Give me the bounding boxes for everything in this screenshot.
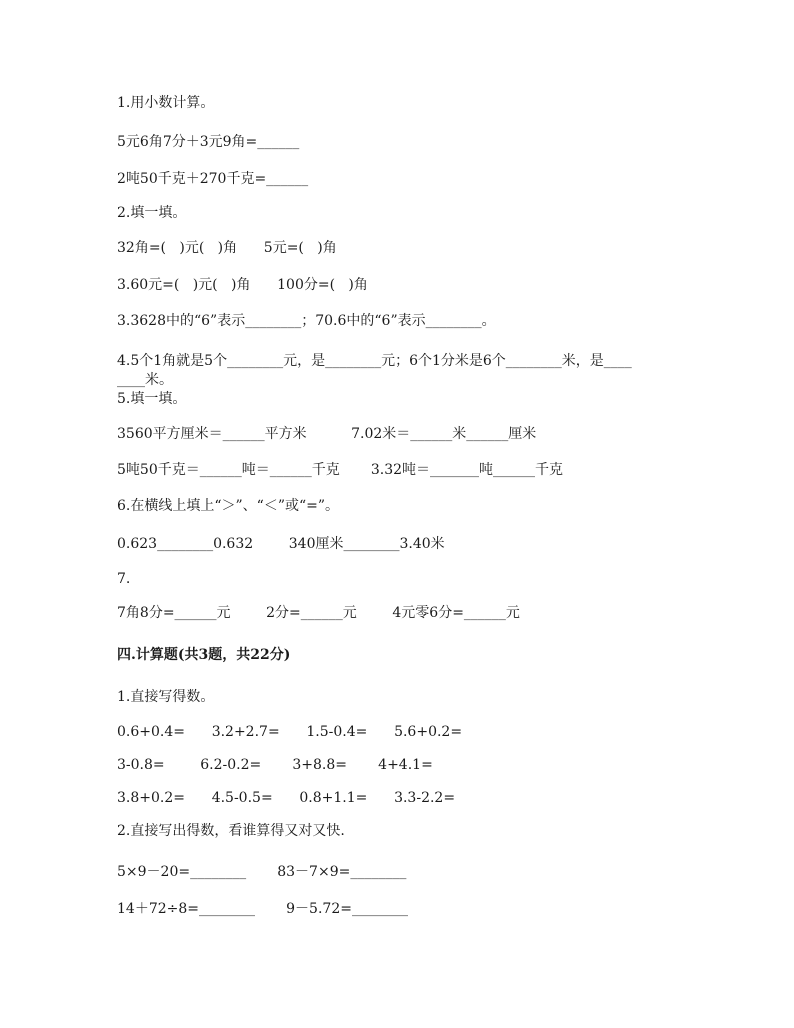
q7-title: 7. <box>117 571 131 587</box>
q5-title: 5.填一填。 <box>117 391 187 407</box>
calc1-row-3: 3.8+0.2= 4.5-0.5= 0.8+1.1= 3.3-2.2= <box>117 790 456 806</box>
q7-line: 7角8分=______元 2分=______元 4元零6分=______元 <box>117 605 520 621</box>
q4-line-1: 4.5个1角就是5个________元，是________元；6个1分米是6个________米，是____ <box>117 353 632 369</box>
q5-line-1: 3560平方厘米＝______平方米 7.02米＝______米______厘米 <box>117 426 537 442</box>
calc2-title: 2.直接写出得数，看谁算得又对又快. <box>117 823 345 839</box>
calc1-row-1: 0.6+0.4= 3.2+2.7= 1.5-0.4= 5.6+0.2= <box>117 724 463 740</box>
section-4-heading: 四.计算题(共3题，共22分) <box>117 647 291 663</box>
q6-line: 0.623________0.632 340厘米________3.40米 <box>117 536 445 552</box>
q2-line-1: 32角=( )元( )角 5元=( )角 <box>117 240 337 256</box>
q6-title: 6.在横线上填上“＞”、“＜”或“=”。 <box>117 498 340 514</box>
q2-title: 2.填一填。 <box>117 205 187 221</box>
q1-line-1: 5元6角7分＋3元9角=______ <box>117 134 300 150</box>
calc2-row-1: 5×9－20=________ 83－7×9=________ <box>117 864 407 880</box>
calc1-row-2: 3-0.8= 6.2-0.2= 3+8.8= 4+4.1= <box>117 757 433 773</box>
q4-line-2: ____米。 <box>117 372 173 388</box>
q1-line-2: 2吨50千克＋270千克=______ <box>117 171 309 187</box>
q3-line: 3.3628中的“6”表示________；70.6中的“6”表示________。 <box>117 313 496 329</box>
calc2-row-2: 14＋72÷8=________ 9－5.72=________ <box>117 901 408 917</box>
q1-title: 1.用小数计算。 <box>117 95 215 111</box>
q5-line-2: 5吨50千克＝______吨＝______千克 3.32吨＝_______吨______千克 <box>117 462 564 478</box>
q2-line-2: 3.60元=( )元( )角 100分=( )角 <box>117 277 368 293</box>
calc1-title: 1.直接写得数。 <box>117 689 215 705</box>
